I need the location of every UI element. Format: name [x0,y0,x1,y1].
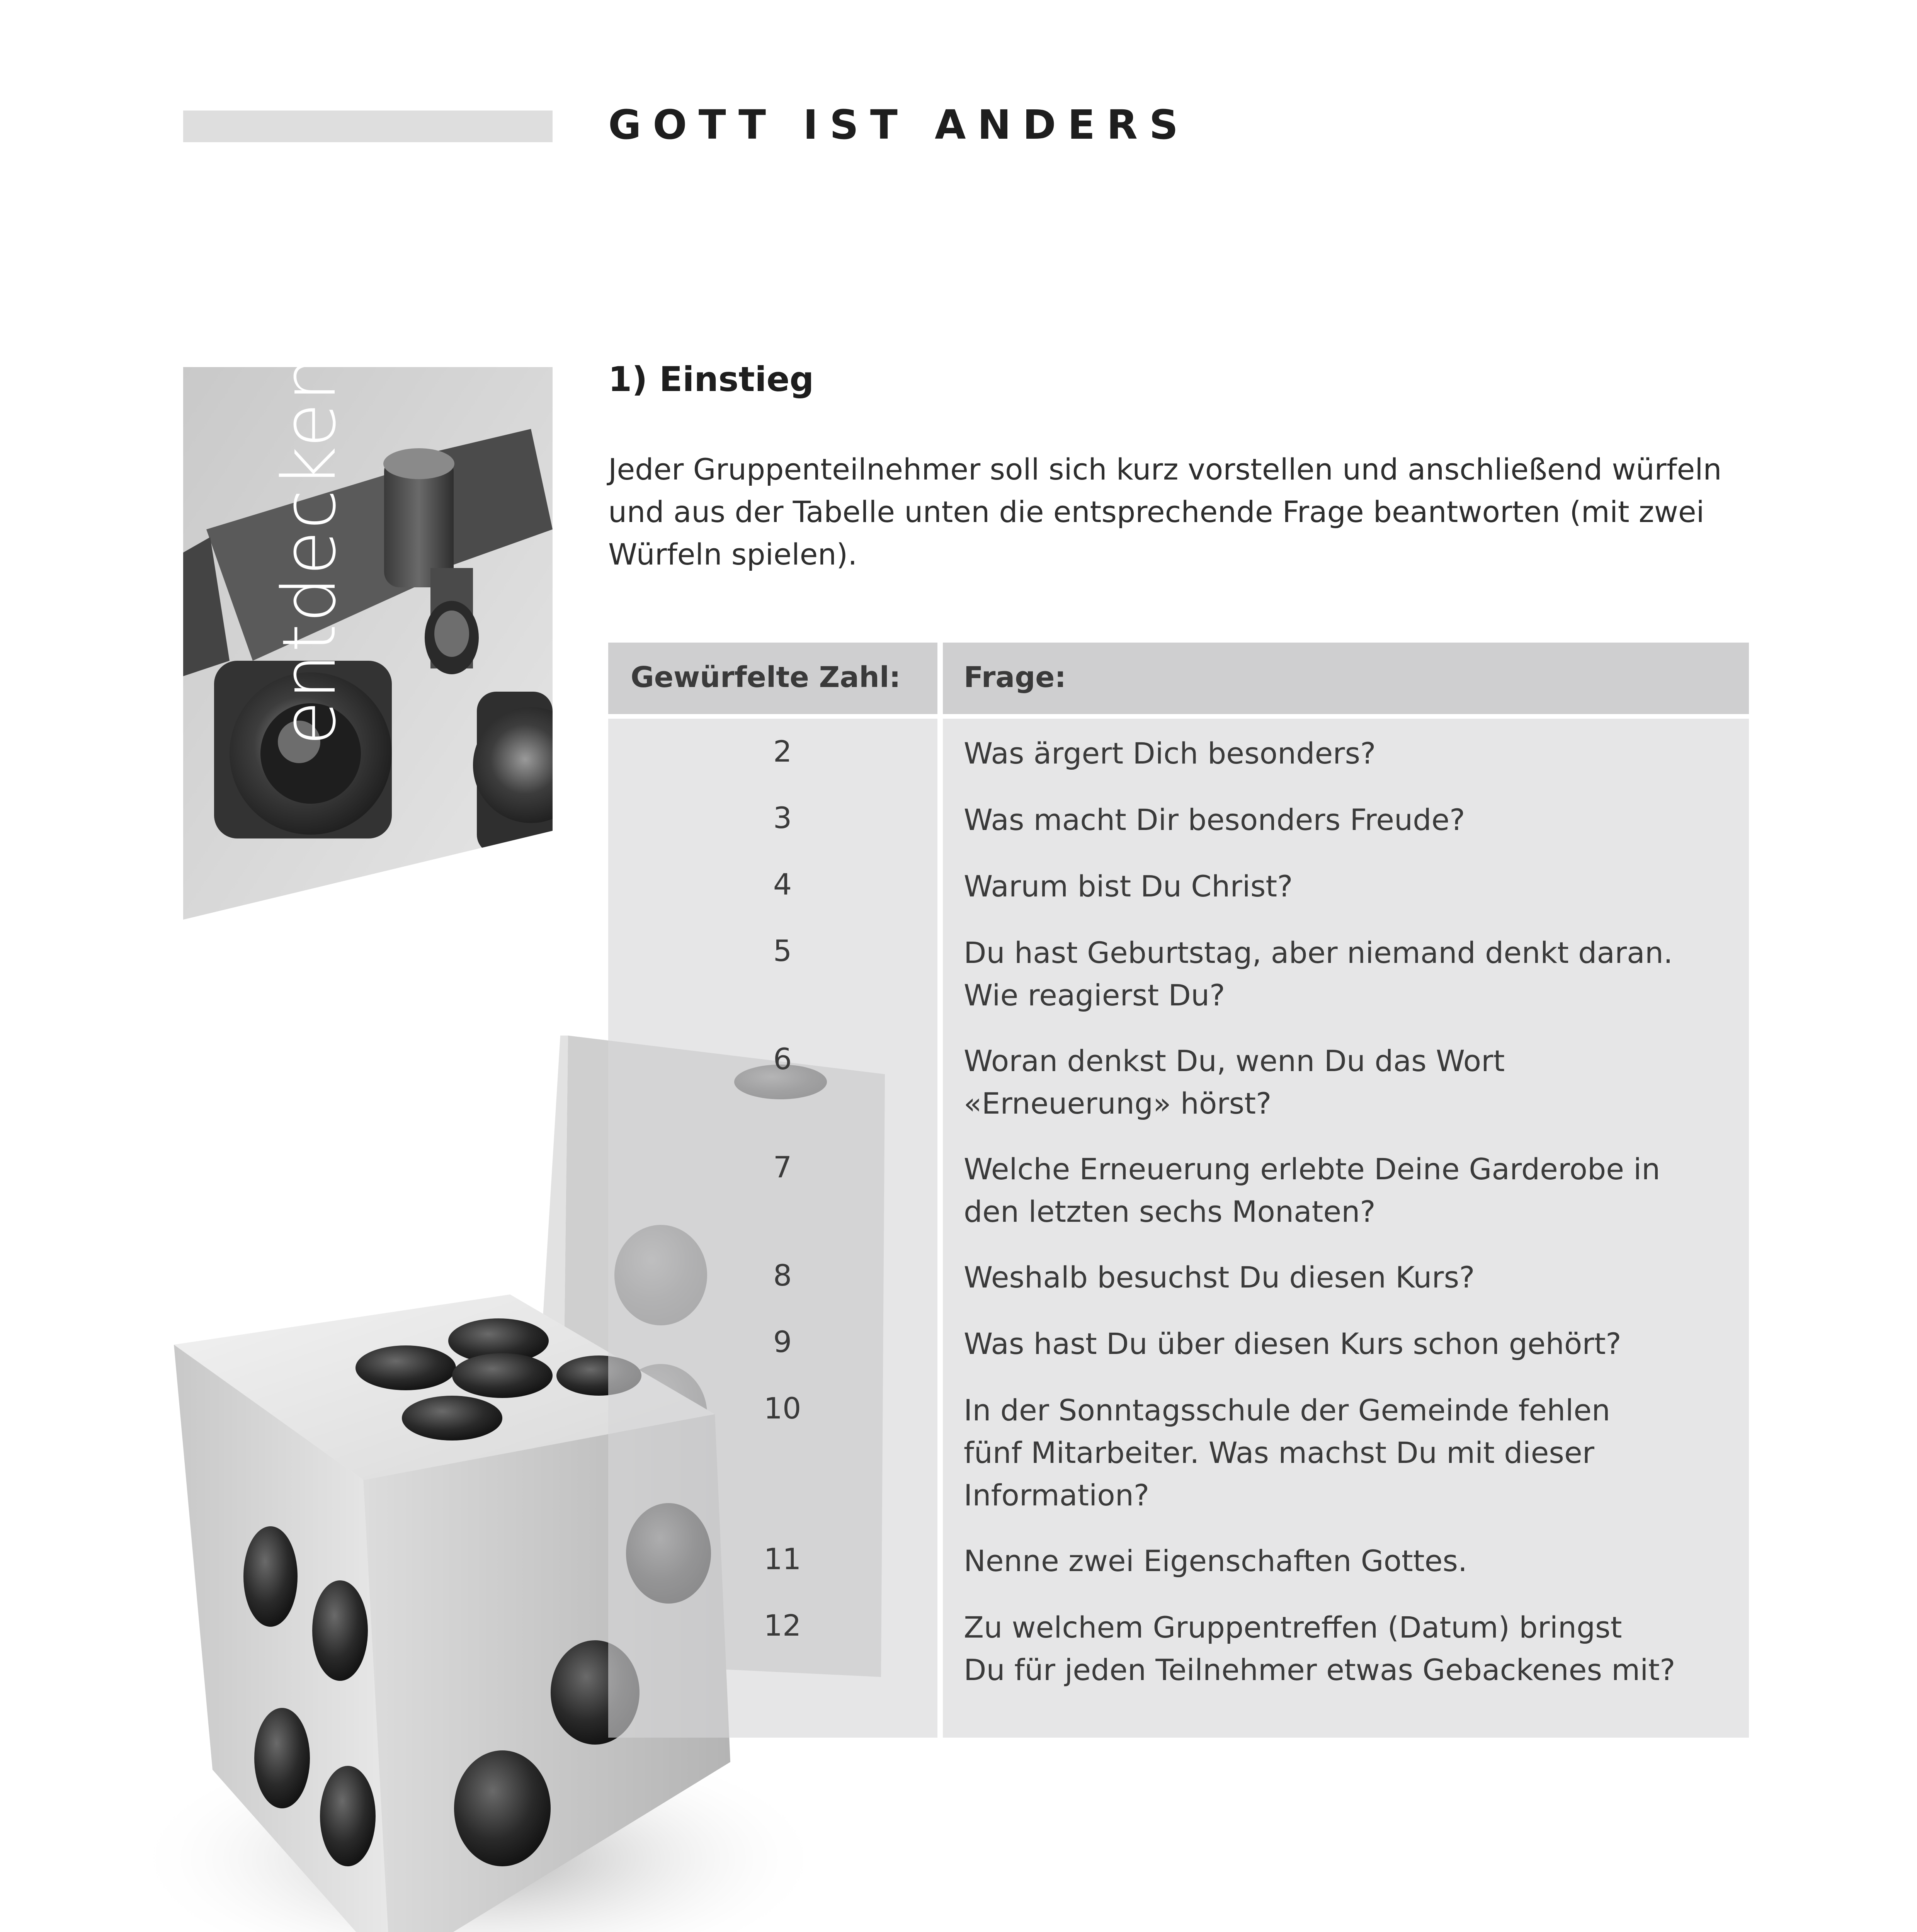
table-cell-number: 2 [773,734,792,769]
table-cell-question: Du hast Geburtstag, aber niemand denkt daran. Wie reagierst Du? [964,935,1673,1012]
table-cell-number: 8 [773,1258,792,1293]
table-cell-question: Warum bist Du Christ? [964,869,1293,903]
table-cell-number: 10 [764,1391,801,1425]
table-cell-question: Was hast Du über diesen Kurs schon gehört? [964,1327,1621,1361]
table-header-number: Gewürfelte Zahl: [631,661,901,694]
table-cell-question: Weshalb besuchst Du diesen Kurs? [964,1260,1475,1294]
table-cell-number: 11 [764,1542,801,1576]
table-cell-number: 9 [773,1325,792,1359]
table-cell-question: Nenne zwei Eigenschaften Gottes. [964,1544,1468,1578]
table-cell-number: 5 [773,934,792,968]
intro-line: Würfeln spielen). [608,537,857,571]
table-cell-number: 4 [773,867,792,901]
table-header-question: Frage: [964,661,1066,694]
table-cell-question: Welche Erneuerung erlebte Deine Garderobe in den letzten sechs Monaten? [964,1152,1660,1229]
intro-line: Jeder Gruppenteilnehmer soll sich kurz vorstellen und anschließend würfeln [608,452,1722,486]
table-column-divider [937,643,943,1738]
table-header-divider [608,714,1749,719]
table-cell-number: 6 [773,1042,792,1076]
table-cell-question: Woran denkst Du, wenn Du das Wort «Erneuerung» hörst? [964,1044,1505,1121]
intro-paragraph [608,448,1760,576]
intro-line: und aus der Tabelle unten die entsprechende Frage beantworten (mit zwei [608,495,1704,529]
table-cell-number: 7 [773,1150,792,1184]
page-title: GOTT IST ANDERS [608,101,1190,148]
table-cell-question: In der Sonntagsschule der Gemeinde fehlen fünf Mitarbeiter. Was machst Du mit dieser Information? [964,1393,1611,1512]
table-cell-question: Was ärgert Dich besonders? [964,736,1376,770]
section-heading-einstieg: 1) Einstieg [608,359,814,399]
table-cell-question: Was macht Dir besonders Freude? [964,803,1465,837]
table-cell-number: 3 [773,801,792,835]
table-cell-number: 12 [764,1608,801,1643]
header-accent-bar [183,111,553,142]
binoculars-image [183,367,553,920]
section-label-entdecken: entdecken [267,354,352,746]
table-cell-question: Zu welchem Gruppentreffen (Datum) bringst Du für jeden Teilnehmer etwas Gebackenes mit? [964,1610,1675,1687]
